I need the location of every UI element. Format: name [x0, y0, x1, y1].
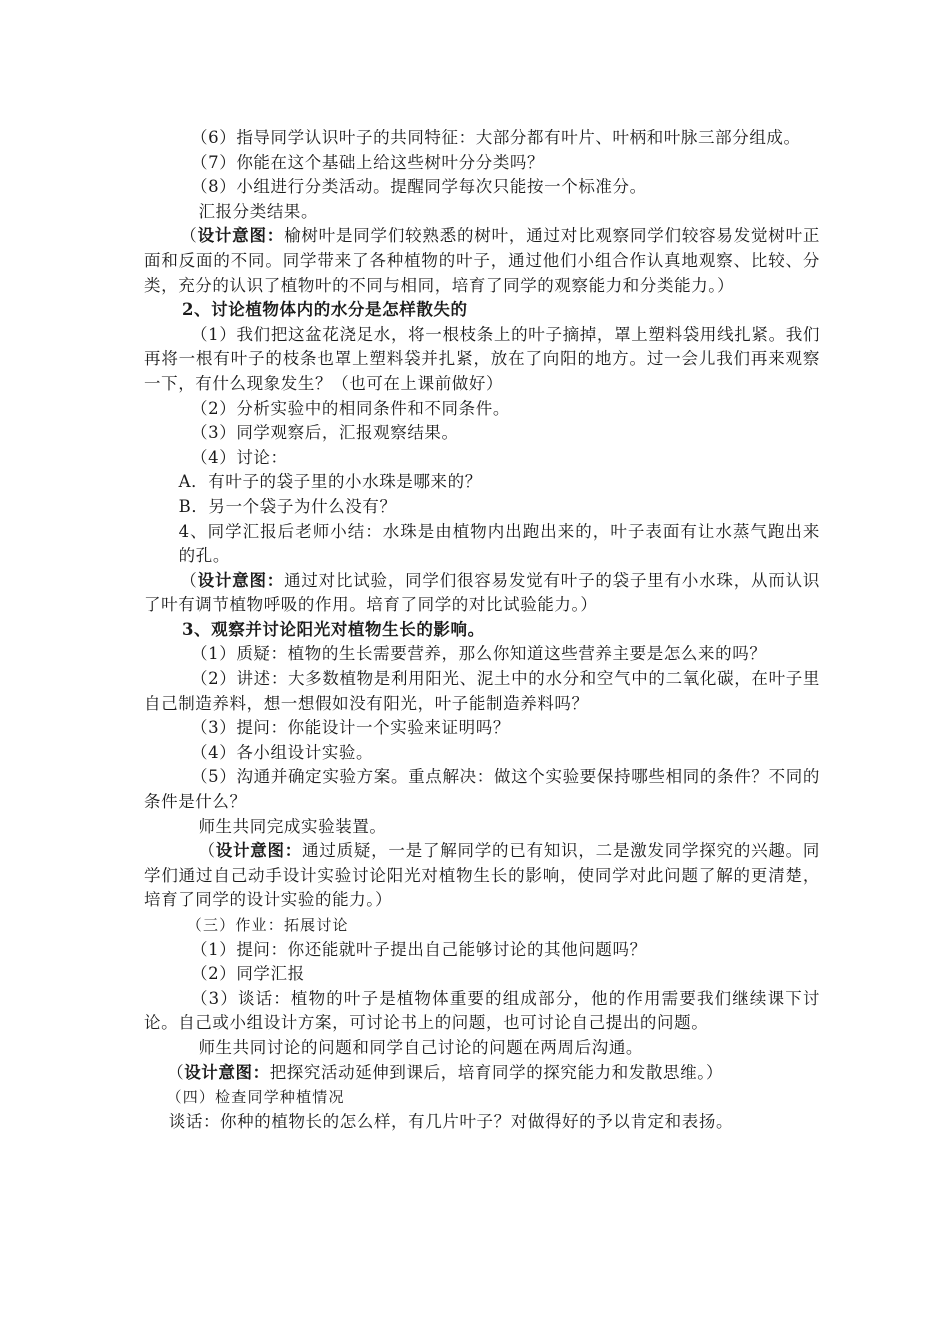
- paragraph-s4-4: 师生共同讨论的问题和同学自己讨论的问题在两周后沟通。: [198, 1037, 644, 1057]
- open-paren: （: [180, 570, 198, 590]
- paragraph-s3-3: （3）提问：你能设计一个实验来证明吗？: [191, 718, 510, 738]
- paragraph-s3-4: （4）各小组设计实验。: [191, 742, 374, 762]
- section-heading-check-planting: （四）检查同学种植情况: [166, 1088, 345, 1107]
- paragraph-s4-3: （3）谈话：植物的叶子是植物体重要的组成部分，他的作用需要我们继续课下讨论。自己或小组设计方案，可讨论书上的问题，也可讨论自己提出的问题。: [144, 988, 820, 1033]
- paragraph-s2-3: （3）同学观察后，汇报观察结果。: [191, 423, 459, 443]
- paragraph-s4-2: （2）同学汇报: [191, 964, 305, 984]
- paragraph-step-8: （8）小组进行分类活动。提醒同学每次只能按一个标准分。: [191, 177, 647, 197]
- design-intent-4: [144, 1061, 820, 1086]
- paragraph-report-results: 汇报分类结果。: [198, 201, 319, 221]
- paragraph-s3-6: 师生共同完成实验装置。: [198, 816, 387, 836]
- design-intent-3: [144, 839, 820, 913]
- design-intent-text: 榆树叶是同学们较熟悉的树叶，通过对比观察同学们较容易发觉树叶正面和反面的不同。同学带来了各种植物的叶子，通过他们小组合作认真地观察、比较、分类，充分的认识了植物叶的不同与相同，培育了同学的观察能力和分类能力。）: [144, 226, 820, 295]
- paragraph-s2-1: （1）我们把这盆花浇足水，将一根枝条上的叶子摘掉，罩上塑料袋用线扎紧。我们再将一根有叶子的枝条也罩上塑料袋并扎紧，放在了向阳的地方。过一会儿我们再来观察一下，有什么现象发生？（也可在上课前做好）: [144, 324, 820, 393]
- paragraph-step-7: （7）你能在这个基础上给这些树叶分分类吗？: [191, 152, 545, 172]
- open-paren: （: [198, 841, 216, 861]
- section-heading-2: 2、讨论植物体内的水分是怎样散失的: [181, 300, 468, 320]
- paragraph-s3-2: （2）讲述：大多数植物是利用阳光、泥土中的水分和空气中的二氧化碳，在叶子里自己制造养料，想一想假如没有阳光，叶子能制造养料吗？: [144, 669, 820, 713]
- paragraph-s4-1: （1）提问：你还能就叶子提出自己能够讨论的其他问题吗？: [191, 939, 647, 959]
- design-intent-label: 设计意图：: [197, 570, 285, 590]
- open-paren: （: [167, 1062, 185, 1082]
- document-page: [144, 126, 820, 1134]
- section-heading-homework: （三）作业：拓展讨论: [186, 916, 349, 934]
- open-paren: （: [180, 226, 198, 246]
- paragraph-s2-4: （4）讨论：: [191, 447, 288, 467]
- paragraph-s2-b: B．另一个袋子为什么没有？: [178, 496, 397, 516]
- paragraph-step-6: （6）指导同学认识叶子的共同特征：大部分都有叶片、叶柄和叶脉三部分组成。: [191, 128, 801, 147]
- paragraph-s3-5: （5）沟通并确定实验方案。重点解决：做这个实验要保持哪些相同的条件？不同的条件是什么？: [144, 767, 820, 812]
- paragraph-s3-1: （1）质疑：植物的生长需要营养，那么你知道这些营养主要是怎么来的吗？: [191, 644, 767, 664]
- design-intent-1: [144, 224, 820, 298]
- design-intent-text: 通过质疑，一是了解同学的已有知识，二是激发同学探究的兴趣。同学们通过自己动手设计实验讨论阳光对植物生长的影响，使同学对此问题了解的更清楚，培育了同学的设计实验的能力。）: [144, 841, 821, 910]
- paragraph-s2-summary: 4、同学汇报后老师小结：水珠是由植物内出跑出来的，叶子表面有让水蒸气跑出来的孔。: [178, 521, 820, 566]
- design-intent-label: 设计意图：: [197, 226, 285, 246]
- design-intent-text: 通过对比试验，同学们很容易发觉有叶子的袋子里有小水珠，从而认识了叶有调节植物呼吸的作用。培育了同学的对比试验能力。）: [144, 570, 820, 615]
- design-intent-text: 把探究活动延伸到课后，培育同学的探究能力和发散思维。）: [269, 1062, 724, 1082]
- design-intent-2: [144, 569, 820, 618]
- paragraph-s2-a: A．有叶子的袋子里的小水珠是哪来的？: [178, 472, 482, 492]
- paragraph-s2-2: （2）分析实验中的相同条件和不同条件。: [191, 398, 510, 418]
- section-heading-3: 3、观察并讨论阳光对植物生长的影响。: [181, 619, 485, 639]
- design-intent-label: 设计意图：: [215, 841, 303, 861]
- paragraph-s5-1: 谈话：你种的植物长的怎么样，有几片叶子？对做得好的予以肯定和表扬。: [168, 1111, 734, 1131]
- design-intent-label: 设计意图：: [184, 1062, 270, 1082]
